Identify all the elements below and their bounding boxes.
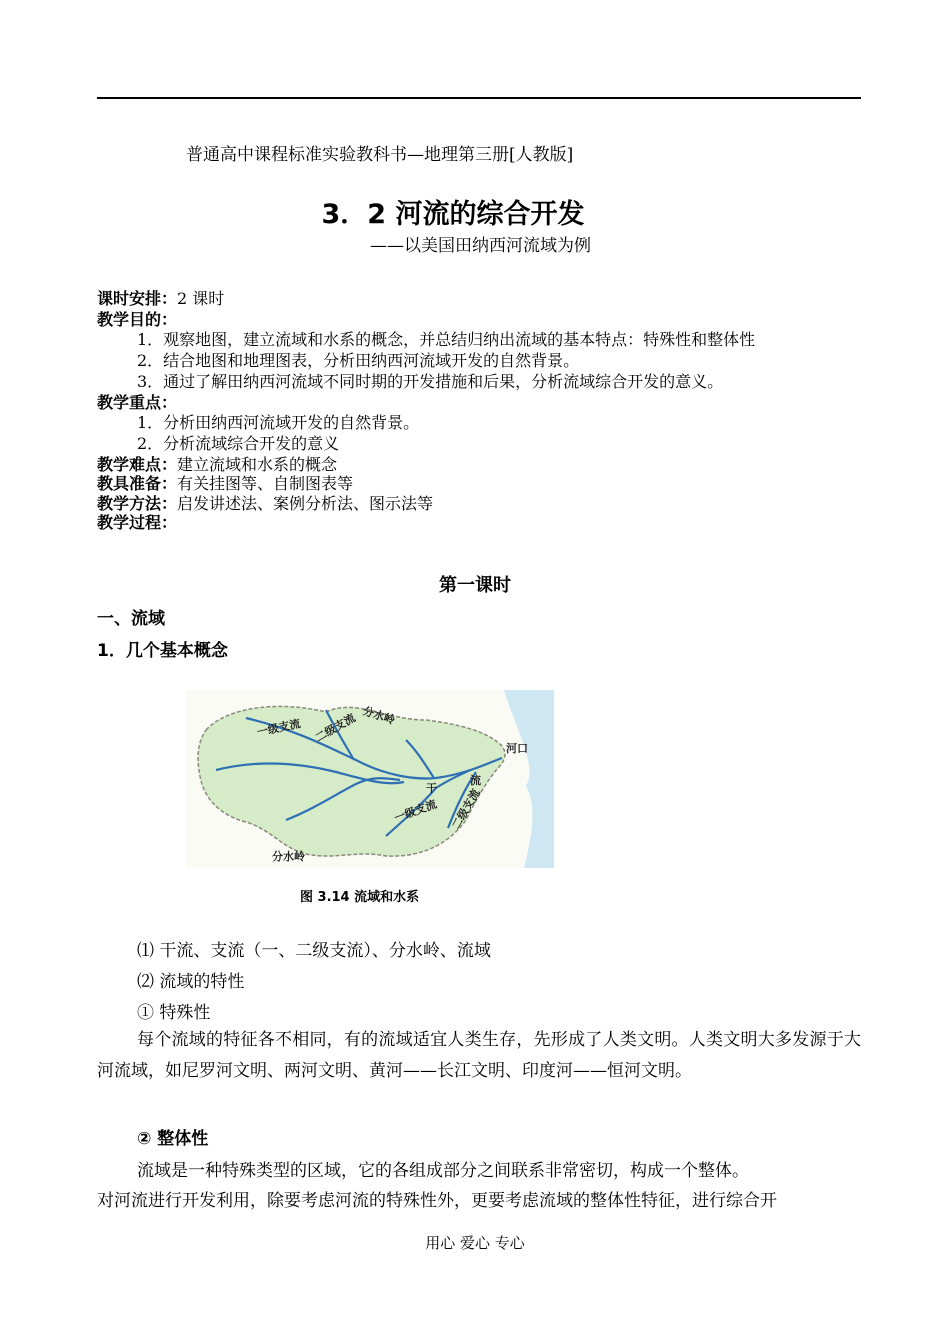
- label-mouth: 河口: [506, 742, 528, 755]
- subsection-heading: 1．几个基本概念: [97, 641, 228, 661]
- process-label: 教学过程：: [97, 513, 178, 532]
- schedule-line: [97, 289, 224, 309]
- schedule-label: 课时安排：: [97, 289, 178, 308]
- difficulty-value: 建立流域和水系的概念: [177, 455, 338, 474]
- label-tributary: 二级支流: [313, 711, 358, 745]
- focus-label: 教学重点：: [97, 393, 178, 412]
- focus-item: 1．分析田纳西河流域开发的自然背景。: [137, 413, 420, 432]
- difficulty-line: [97, 455, 337, 475]
- paragraph-integrity-line1: 流域是一种特殊类型的区域，它的各组成部分之间联系非常密切，构成一个整体。: [137, 1161, 749, 1181]
- series-title: 普通高中课程标准实验教科书—地理第三册[人教版]: [186, 145, 574, 165]
- goal-item: 1．观察地图，建立流域和水系的概念，并总结归纳出流域的基本特点：特殊性和整体性: [137, 330, 756, 349]
- methods-label: 教学方法：: [97, 494, 178, 513]
- tools-line: [97, 474, 353, 494]
- process-line: [97, 513, 177, 533]
- schedule-value: 2 课时: [177, 289, 225, 308]
- difficulty-label: 教学难点：: [97, 455, 178, 474]
- goals-heading: [97, 310, 177, 330]
- point-3: ① 特殊性: [137, 1003, 211, 1023]
- paragraph-specificity: 每个流域的特征各不相同，有的流域适宜人类生存，先形成了人类文明。人类文明大多发源于大河流域，如尼罗河文明、两河文明、黄河——长江文明、印度河——恒河文明。: [97, 1030, 861, 1081]
- label-watershed-bottom: 分水岭: [272, 850, 305, 863]
- page-footer: 用心 爱心 专心: [425, 1234, 525, 1252]
- goal-item: 3．通过了解田纳西河流域不同时期的开发措施和后果，分析流域综合开发的意义。: [137, 372, 724, 391]
- lesson-heading: 第一课时: [439, 575, 511, 596]
- point-2: ⑵ 流域的特性: [137, 972, 245, 992]
- paragraph-integrity-line2: 对河流进行开发利用，除要考虑河流的特殊性外，更要考虑流域的整体性特征，进行综合开: [97, 1191, 777, 1211]
- label-tributary: 一级支流: [392, 797, 439, 825]
- label-watershed-top: 分水岭: [361, 704, 397, 728]
- label-mainstream: 流: [470, 774, 481, 787]
- lesson-title: [0, 192, 950, 231]
- methods-line: [97, 494, 433, 514]
- methods-value: 启发讲述法、案例分析法、图示法等: [177, 494, 434, 513]
- goals-label: 教学目的：: [97, 310, 178, 329]
- label-tributary: 二级支流: [449, 786, 483, 832]
- focus-heading: [97, 393, 177, 413]
- lesson-title-text: 3．2 河流的综合开发: [321, 199, 585, 230]
- basin-map: [186, 690, 554, 868]
- header-rule: [97, 97, 861, 99]
- point-4: ② 整体性: [137, 1129, 209, 1149]
- label-mainstream: 干: [426, 782, 437, 795]
- goal-item: 2．结合地图和地理图表，分析田纳西河流域开发的自然背景。: [137, 351, 580, 370]
- figure-caption: 图 3.14 流域和水系: [300, 890, 420, 905]
- label-tributary: 一级支流: [255, 717, 302, 739]
- tools-label: 教具准备：: [97, 474, 178, 493]
- lesson-subtitle: ——以美国田纳西河流域为例: [370, 236, 591, 256]
- focus-item: 2．分析流域综合开发的意义: [137, 434, 340, 453]
- point-1: ⑴ 干流、支流（一、二级支流）、分水岭、流域: [137, 941, 491, 961]
- section-heading: 一、流域: [97, 609, 165, 629]
- tools-value: 有关挂图等、自制图表等: [177, 474, 354, 493]
